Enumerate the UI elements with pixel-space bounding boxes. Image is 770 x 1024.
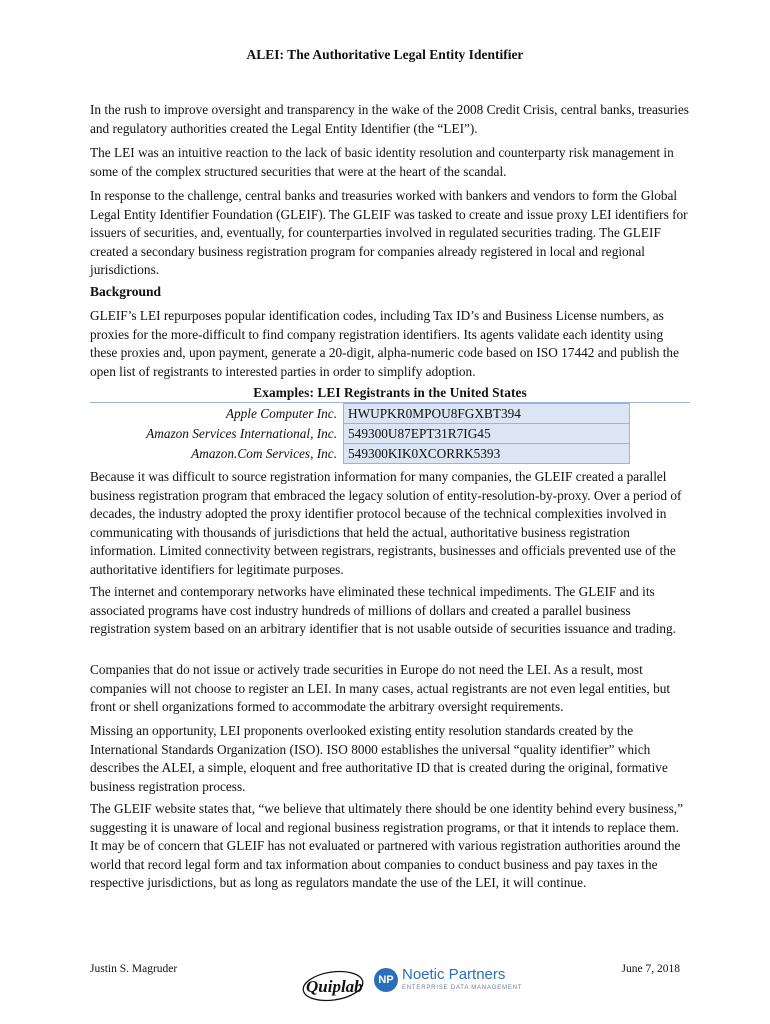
background-heading: Background <box>90 284 162 299</box>
intro-paragraph-3: In response to the challenge, central banks and treasuries worked with bankers and vendors to form the Global Legal Entity Identifier Foundation (GLEIF). The GLEIF was tasked to create and issue proxy LEI identifiers for issuers of securities, and, eventually, for counterparties involved in regulated securities trading. The GLEIF created a secondary business registration program for companies already registered in local and regional jurisdictions. <box>90 188 688 278</box>
registrant-name: Amazon Services International, Inc. <box>146 425 338 441</box>
body-paragraph-2: The internet and contemporary networks have eliminated these technical impediments. The GLEIF and its associated programs have cost industry hundreds of millions of dollars and created a parallel business registration system based on an arbitrary identifier that is not usable outside of securities issuance and trading. <box>90 584 677 637</box>
intro-paragraph-1: In the rush to improve oversight and transparency in the wake of the 2008 Credit Crisis, central banks, treasuries and regulatory authorities created the Legal Entity Identifier (the “LEI”). <box>90 102 689 136</box>
np-badge-icon: NP <box>374 968 398 992</box>
registrant-name: Apple Computer Inc. <box>225 405 338 421</box>
table-caption: Examples: LEI Registrants in the United States <box>253 385 527 400</box>
lei-code: 549300U87EPT31R7IG45 <box>344 424 630 444</box>
lei-examples-table <box>90 403 630 464</box>
quiplab-logo <box>300 962 370 1004</box>
lei-code: HWUPKR0MPOU8FGXBT394 <box>344 404 630 424</box>
footer-author: Justin S. Magruder <box>90 963 178 975</box>
noetic-partners-tagline: ENTERPRISE DATA MANAGEMENT <box>402 985 523 991</box>
background-paragraph: GLEIF’s LEI repurposes popular identification codes, including Tax ID’s and Business License numbers, as proxies for the more-difficult to find company registration identifiers. Its agents validate each identity using these proxies and, upon payment, generate a 20-digit, alpha-numeric code based on ISO 17442 and publish the open list of registrants to interested parties in order to simplify adoption. <box>90 308 679 379</box>
body-paragraph-1: Because it was difficult to source registration information for many companies, the GLEIF created a parallel business registration program that embraced the legacy solution of entity-resolution-by-proxy. Over a period of decades, the industry adopted the proxy identifier protocol because of the technical complexities involved in communicating with thousands of jurisdictions that held the actual, authoritative business registration information. Limited connectivity between registrars, registrants, businesses and officials prevented use of the authoritative identifiers for legitimate purposes. <box>90 469 682 577</box>
body-paragraph-3: Companies that do not issue or actively trade securities in Europe do not need the LEI. As a result, most companies will not choose to register an LEI. In many cases, actual registrants are not even legal entities, but front or shell organizations formed to accommodate the arbitrary oversight requirements. <box>90 662 671 715</box>
footer-date: June 7, 2018 <box>621 963 680 975</box>
body-paragraph-5: The GLEIF website states that, “we believe that ultimately there should be one identity behind every business,” suggesting it is unaware of local and regional business registration programs, or that it intends to replace them. It may be of concern that GLEIF has not evaluated or partnered with various registration authorities around the world that record legal form and tax information about companies to conduct business and pay taxes in the respective jurisdictions, but as long as regulators mandate the use of the LEI, it will continue. <box>90 801 684 891</box>
table-row <box>90 424 630 444</box>
registrant-name: Amazon.Com Services, Inc. <box>191 445 338 461</box>
noetic-partners-logo <box>374 964 523 998</box>
quiplab-wordmark: Quiplab <box>306 977 363 996</box>
body-paragraph-4: Missing an opportunity, LEI proponents overlooked existing entity resolution standards created by the International Standards Organization (ISO). ISO 8000 establishes the universal “quality identifier” which describes the ALEI, a simple, eloquent and free authoritative ID that is created during the original, formative business registration process. <box>90 723 668 794</box>
lei-code: 549300KIK0XCORRK5393 <box>344 444 630 464</box>
intro-paragraph-2: The LEI was an intuitive reaction to the lack of basic identity resolution and counterparty risk management in some of the complex structured securities that were at the heart of the scandal. <box>90 145 674 179</box>
table-row <box>90 444 630 464</box>
table-row <box>90 404 630 424</box>
document-title: ALEI: The Authoritative Legal Entity Identifier <box>246 47 524 62</box>
noetic-partners-name: Noetic Partners <box>402 966 506 983</box>
